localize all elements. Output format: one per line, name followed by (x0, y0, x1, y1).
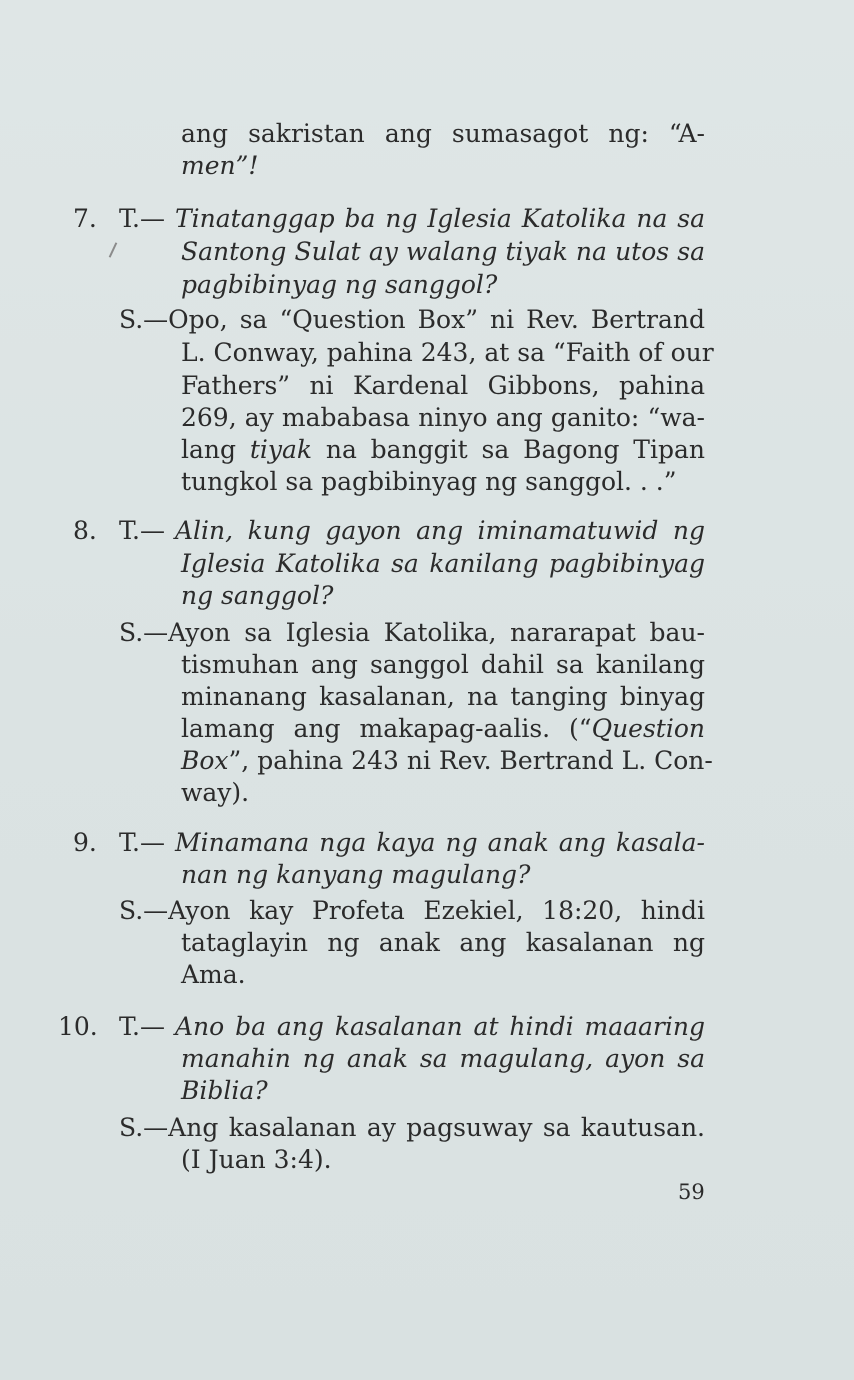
answer-line: lamang ang makapag-aalis. (“Question (181, 714, 705, 743)
question-line: Minamana nga kaya ng anak ang kasala- (175, 828, 705, 857)
page-number: 59 (678, 1180, 705, 1204)
pencil-mark (109, 242, 118, 257)
answer-line: S.—Ayon kay Profeta Ezekiel, 18:20, hindi (119, 896, 705, 925)
question-line: Biblia? (181, 1076, 268, 1105)
question-number: 8. (73, 516, 97, 545)
question-line: manahin ng anak sa magulang, ayon sa (181, 1044, 705, 1073)
answer-line: 269, ay mababasa ninyo ang ganito: “wa- (181, 403, 705, 432)
question-line: Alin, kung gayon ang iminamatuwid ng (175, 516, 705, 545)
question-prefix: T.— (119, 1012, 165, 1041)
answer-line: (I Juan 3:4). (181, 1145, 332, 1174)
text-line: men”! (181, 151, 259, 180)
question-prefix: T.— (119, 828, 165, 857)
answer-line: tismuhan ang sanggol dahil sa kanilang (181, 650, 705, 679)
answer-line: Fathers” ni Kardenal Gibbons, pahina (181, 371, 705, 400)
answer-line: Box”, pahina 243 ni Rev. Bertrand L. Con- (181, 746, 713, 775)
question-prefix: T.— (119, 204, 165, 233)
answer-line: tataglayin ng anak ang kasalanan ng (181, 928, 705, 957)
text-line: ang sakristan ang sumasagot ng: “A- (181, 119, 705, 148)
answer-line: way). (181, 778, 250, 807)
question-line: Iglesia Katolika sa kanilang pagbibinyag (181, 549, 705, 578)
answer-line: L. Conway, pahina 243, at sa “Faith of our (181, 338, 714, 367)
question-line: nan ng kanyang magulang? (181, 860, 531, 889)
answer-line: minanang kasalanan, na tanging binyag (181, 682, 705, 711)
answer-line: lang tiyak na banggit sa Bagong Tipan (181, 435, 705, 464)
answer-line: S.—Ang kasalanan ay pagsuway sa kautusan. (119, 1113, 705, 1142)
question-line: Tinatanggap ba ng Iglesia Katolika na sa (175, 204, 705, 233)
question-line: pagbibinyag ng sanggol? (181, 270, 498, 299)
answer-line: Ama. (181, 960, 246, 989)
question-number: 7. (73, 204, 97, 233)
question-prefix: T.— (119, 516, 165, 545)
answer-line: S.—Opo, sa “Question Box” ni Rev. Bertrand (119, 305, 705, 334)
question-line: Santong Sulat ay walang tiyak na utos sa (181, 237, 705, 266)
answer-line: S.—Ayon sa Iglesia Katolika, nararapat bau- (119, 618, 705, 647)
question-line: Ano ba ang kasalanan at hindi maaaring (175, 1012, 705, 1041)
question-line: ng sanggol? (181, 581, 334, 610)
answer-line: tungkol sa pagbibinyag ng sanggol. . .” (181, 467, 677, 496)
question-number: 10. (58, 1012, 98, 1041)
question-number: 9. (73, 828, 97, 857)
